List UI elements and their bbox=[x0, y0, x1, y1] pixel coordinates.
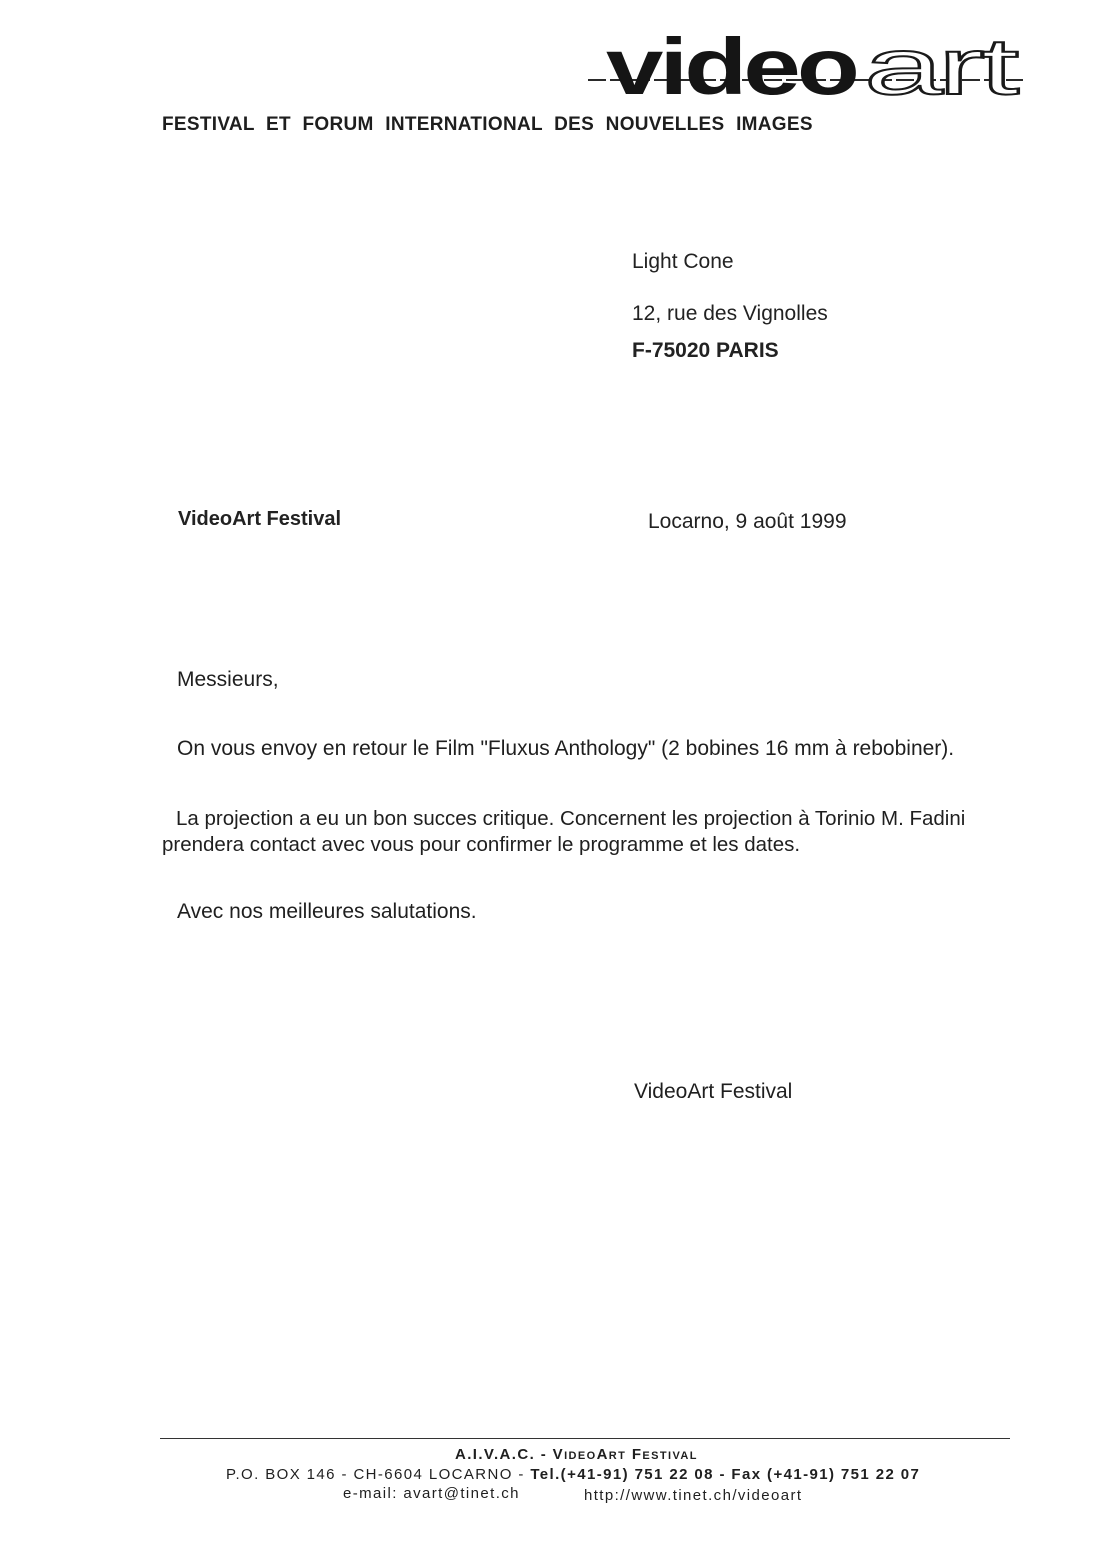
salutation: Messieurs, bbox=[177, 668, 279, 691]
recipient-street: 12, rue des Vignolles bbox=[632, 302, 828, 325]
videoart-logo bbox=[578, 28, 1028, 108]
closing: Avec nos meilleures salutations. bbox=[177, 900, 477, 923]
sender-name: VideoArt Festival bbox=[178, 508, 342, 530]
body-paragraph-2-line-2: prendera contact avec vous pour confirmer le programme et les dates. bbox=[162, 833, 801, 856]
footer-address-line bbox=[226, 1466, 920, 1483]
footer-divider bbox=[160, 1438, 1010, 1439]
logo-video-text: video bbox=[606, 28, 857, 108]
body-paragraph-1: On vous envoy en retour le Film "Fluxus Anthology" (2 bobines 16 mm à rebobiner). bbox=[177, 737, 955, 760]
recipient-name: Light Cone bbox=[632, 250, 734, 273]
footer-organisation bbox=[455, 1446, 698, 1463]
recipient-city: F-75020 PARIS bbox=[632, 339, 779, 362]
signature: VideoArt Festival bbox=[634, 1080, 793, 1103]
logo-art-text: art bbox=[864, 28, 1019, 108]
header-tagline: FESTIVAL ET FORUM INTERNATIONAL DES NOUVELLES IMAGES bbox=[162, 114, 813, 135]
body-paragraph-2-line-1: La projection a eu un bon succes critique. Concernent les projection à Torinio M. Fadini bbox=[176, 807, 966, 830]
footer-website: http://www.tinet.ch/videoart bbox=[584, 1487, 803, 1504]
footer-org-prefix: A.I.V.A.C. - bbox=[455, 1446, 553, 1463]
place-date: Locarno, 9 août 1999 bbox=[648, 510, 847, 533]
footer-contact: Tel.(+41-91) 751 22 08 - Fax (+41-91) 751 22 07 bbox=[530, 1466, 921, 1483]
footer-org-name: VideoArt Festival bbox=[552, 1446, 698, 1463]
footer-email: e-mail: avart@tinet.ch bbox=[343, 1485, 520, 1502]
footer-address: P.O. BOX 146 - CH-6604 LOCARNO - bbox=[226, 1466, 531, 1483]
